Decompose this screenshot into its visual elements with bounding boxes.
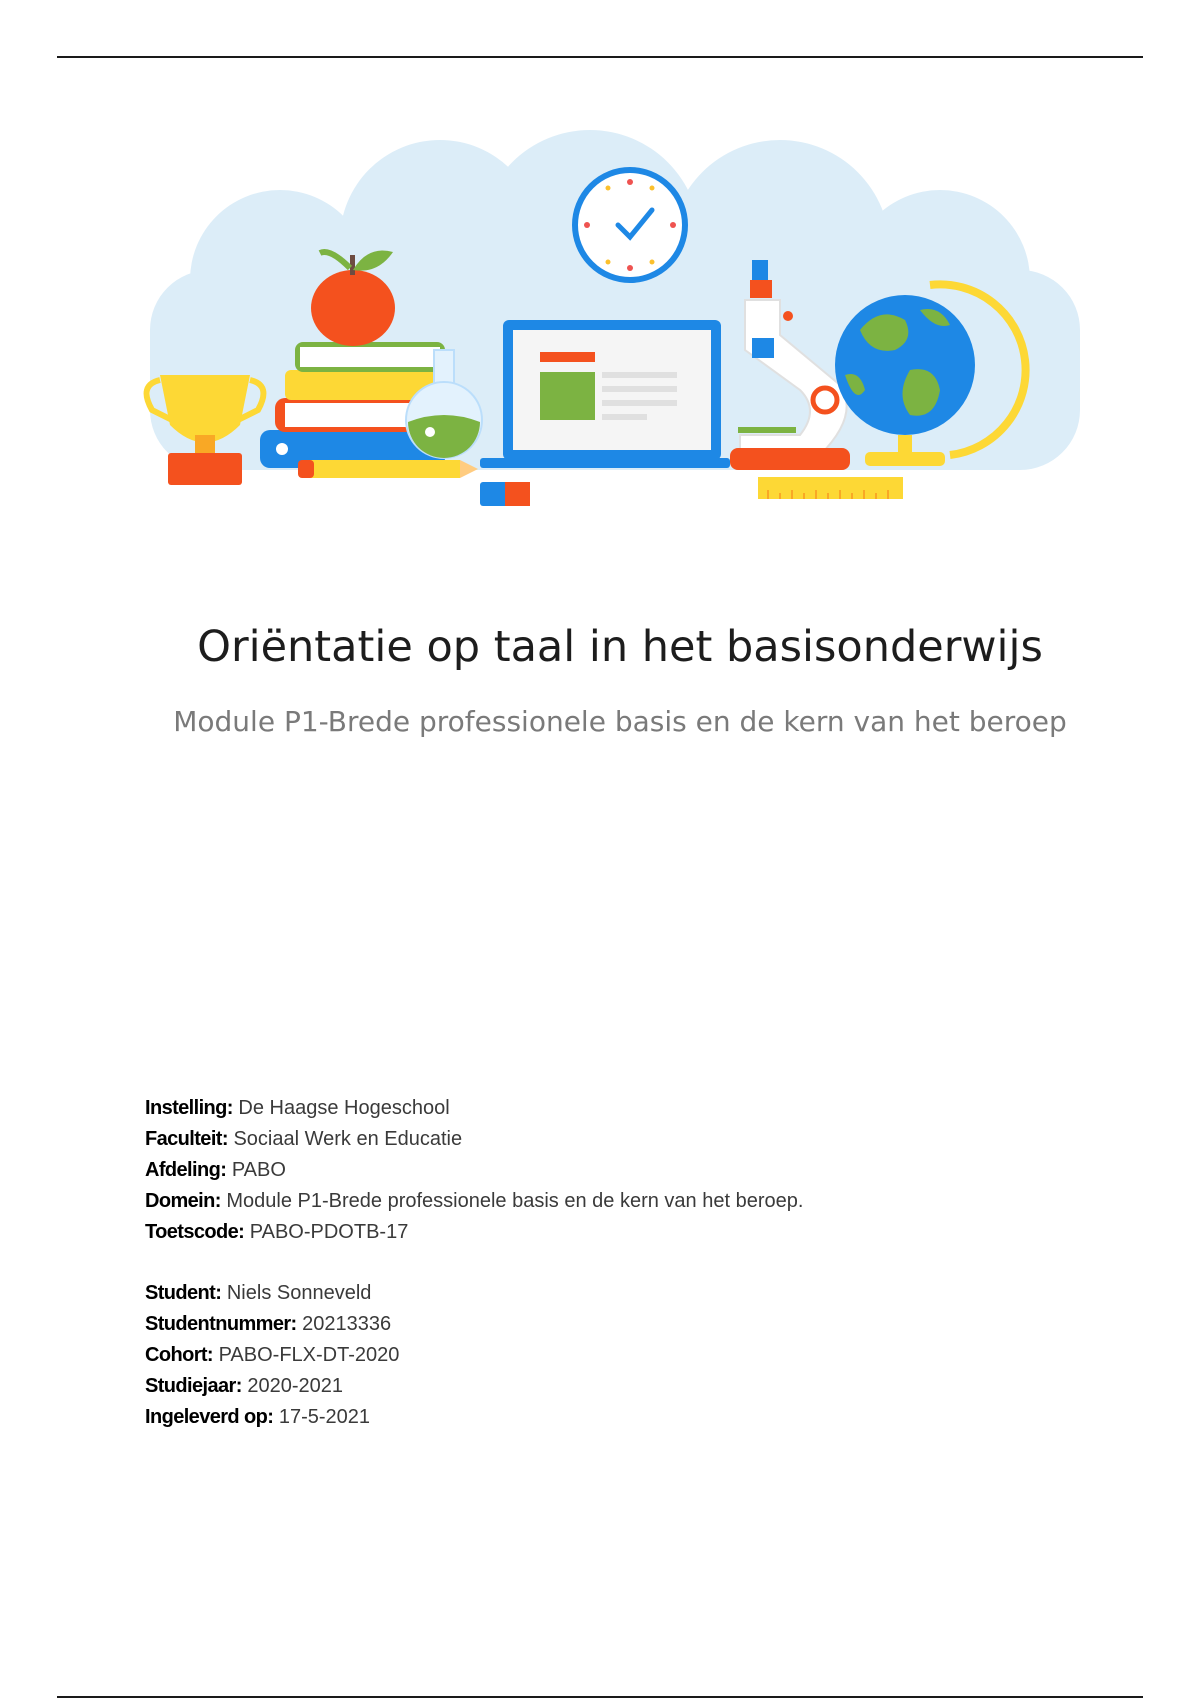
info-value: PABO [231,1159,286,1181]
document-title: Oriëntatie op taal in het basisonderwijs [197,622,1043,672]
info-row-domein [145,1186,803,1217]
info-label: Toetscode: [145,1221,245,1243]
info-row-afdeling [145,1155,803,1186]
info-row-instelling [145,1093,803,1124]
info-row-toetscode [145,1217,803,1248]
info-row-studiejaar [145,1371,803,1402]
info-label: Ingeleverd op: [145,1406,274,1428]
info-label: Domein: [145,1190,221,1212]
ruler-icon [758,477,903,499]
info-value: PABO-FLX-DT-2020 [218,1344,400,1366]
document-subtitle: Module P1-Brede professionele basis en de kern van het beroep [173,705,1067,738]
info-value: Sociaal Werk en Educatie [233,1128,463,1150]
document-info [145,1093,803,1433]
info-row-ingeleverd [145,1402,803,1433]
info-label: Studiejaar: [145,1375,242,1397]
top-rule [57,56,1143,58]
info-spacer [145,1248,803,1278]
info-label: Student: [145,1282,222,1304]
pencil-icon [298,460,478,478]
info-value: Module P1-Brede professionele basis en de kern van het beroep. [226,1190,804,1212]
info-row-studentnummer [145,1309,803,1340]
info-value: De Haagse Hogeschool [238,1097,450,1119]
info-row-student [145,1278,803,1309]
bottom-rule [57,1696,1143,1698]
info-value: PABO-PDOTB-17 [249,1221,409,1243]
education-illustration [140,130,1090,550]
clock-icon [575,170,685,280]
info-value: 20213336 [302,1313,392,1335]
info-label: Afdeling: [145,1159,227,1181]
laptop-icon [480,320,730,468]
info-row-faculteit [145,1124,803,1155]
eraser-icon [480,482,530,506]
info-row-cohort [145,1340,803,1371]
info-value: 17-5-2021 [278,1406,371,1428]
info-label: Instelling: [145,1097,233,1119]
info-value: Niels Sonneveld [226,1282,372,1304]
info-value: 2020-2021 [247,1375,343,1397]
info-label: Studentnummer: [145,1313,297,1335]
info-label: Faculteit: [145,1128,228,1150]
info-label: Cohort: [145,1344,213,1366]
